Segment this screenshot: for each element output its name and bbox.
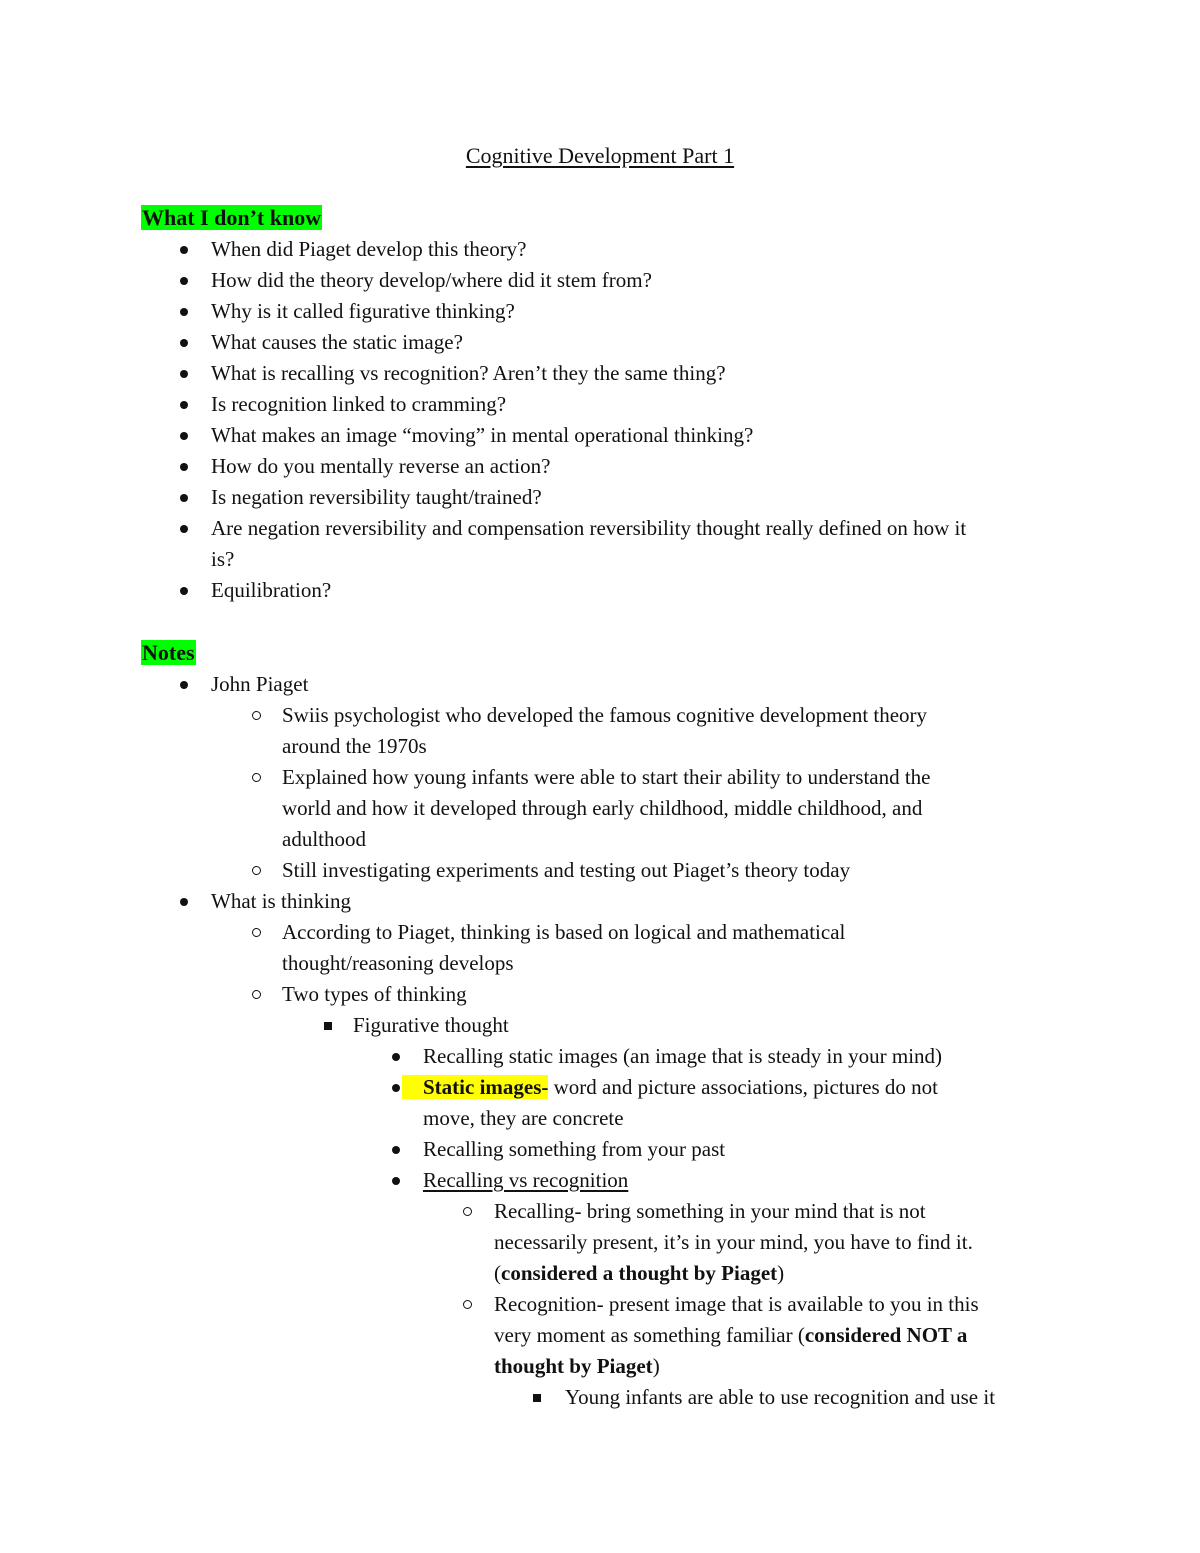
- list-item: [252, 762, 931, 793]
- list-item-text: Young infants are able to use recognition and use it: [565, 1385, 996, 1409]
- paren-close: ): [777, 1261, 785, 1285]
- list-item: [180, 420, 753, 451]
- title-text: Cognitive Development Part 1: [465, 143, 735, 168]
- list-item: [180, 265, 652, 296]
- list-item-text: Explained how young infants were able to start their ability to understand the: [282, 765, 931, 789]
- heading-highlight: What I don’t know: [142, 205, 322, 230]
- list-item: [392, 1041, 942, 1072]
- list-item-text: What is recalling vs recognition? Aren’t they the same thing?: [211, 361, 726, 385]
- list-item-text: move, they are concrete: [423, 1106, 624, 1130]
- list-item: [392, 1165, 628, 1196]
- list-item-text: What is thinking: [211, 889, 351, 913]
- list-item-text: How did the theory develop/where did it stem from?: [211, 268, 652, 292]
- bold-note: considered NOT a: [804, 1323, 968, 1347]
- list-item-text: Still investigating experiments and testing out Piaget’s theory today: [282, 858, 851, 882]
- heading-what-i-dont-know: [141, 204, 322, 232]
- list-item: [180, 327, 463, 358]
- list-item-continuation: [423, 1103, 624, 1134]
- list-item: [180, 513, 966, 544]
- list-item: [180, 296, 515, 327]
- list-item: [180, 482, 542, 513]
- list-item-text: world and how it developed through early childhood, middle childhood, and: [282, 796, 923, 820]
- list-item-text: Recalling- bring something in your mind that is not: [494, 1199, 926, 1223]
- static-images-term: Static images-: [402, 1075, 548, 1099]
- list-item-continuation: [494, 1351, 660, 1382]
- list-item: [252, 979, 467, 1010]
- list-item-text: Recalling something from your past: [423, 1137, 726, 1161]
- list-item: [180, 234, 527, 265]
- list-item-text: around the 1970s: [282, 734, 427, 758]
- list-item: [180, 358, 726, 389]
- list-item-continuation: [494, 1258, 784, 1289]
- list-item: [533, 1382, 995, 1413]
- list-item-text: Figurative thought: [353, 1013, 509, 1037]
- list-item-text: How do you mentally reverse an action?: [211, 454, 551, 478]
- list-item: [463, 1289, 979, 1320]
- heading-highlight: Notes: [142, 640, 195, 665]
- list-item: [180, 575, 331, 606]
- list-item-continuation: [282, 793, 922, 824]
- paren-close: ): [652, 1354, 660, 1378]
- list-item-text: adulthood: [282, 827, 366, 851]
- static-images-definition: word and picture associations, pictures do not: [548, 1075, 938, 1099]
- list-item-continuation: [494, 1227, 973, 1258]
- list-item-text: Recognition- present image that is available to you in this: [494, 1292, 979, 1316]
- list-item-text: Swiis psychologist who developed the famous cognitive development theory: [282, 703, 928, 727]
- list-item: [392, 1134, 725, 1165]
- list-item-text: very moment as something familiar (: [494, 1323, 805, 1347]
- list-item: [392, 1072, 938, 1103]
- list-item: [180, 886, 351, 917]
- list-item-text: Equilibration?: [211, 578, 332, 602]
- list-item-text: Are negation reversibility and compensation reversibility thought really defined on how it: [211, 516, 967, 540]
- list-item: [463, 1196, 926, 1227]
- list-item: [324, 1010, 509, 1041]
- list-item-continuation: [282, 824, 366, 855]
- list-item: [252, 855, 850, 886]
- list-item-text: Why is it called figurative thinking?: [211, 299, 515, 323]
- list-item-text: Two types of thinking: [282, 982, 467, 1006]
- list-item: [180, 669, 308, 700]
- list-item-text: What makes an image “moving” in mental operational thinking?: [211, 423, 754, 447]
- list-item-text: is?: [211, 547, 235, 571]
- list-item: [252, 917, 845, 948]
- heading-notes: [141, 639, 196, 667]
- document-title: [0, 140, 1200, 171]
- list-item: [180, 389, 506, 420]
- bold-note: thought by Piaget: [494, 1354, 653, 1378]
- paren-open: (: [494, 1261, 501, 1285]
- bold-note: considered a thought by Piaget: [501, 1261, 778, 1285]
- list-item-text: necessarily present, it’s in your mind, you have to find it.: [494, 1230, 973, 1254]
- list-item-text: What causes the static image?: [211, 330, 463, 354]
- list-item-continuation: [282, 948, 514, 979]
- list-item-text: Is recognition linked to cramming?: [211, 392, 507, 416]
- list-item-text: thought/reasoning develops: [282, 951, 514, 975]
- list-item-text: Is negation reversibility taught/trained?: [211, 485, 542, 509]
- list-item: [180, 451, 550, 482]
- list-item-text: When did Piaget develop this theory?: [211, 237, 527, 261]
- list-item-text: According to Piaget, thinking is based on logical and mathematical: [282, 920, 846, 944]
- list-item-continuation: [494, 1320, 967, 1351]
- list-item-text: Recalling static images (an image that is steady in your mind): [423, 1044, 943, 1068]
- list-item-continuation: [211, 544, 234, 575]
- list-item-continuation: [282, 731, 427, 762]
- list-item-text: John Piaget: [211, 672, 309, 696]
- list-item: [252, 700, 927, 731]
- list-item-text: Recalling vs recognition: [423, 1168, 629, 1192]
